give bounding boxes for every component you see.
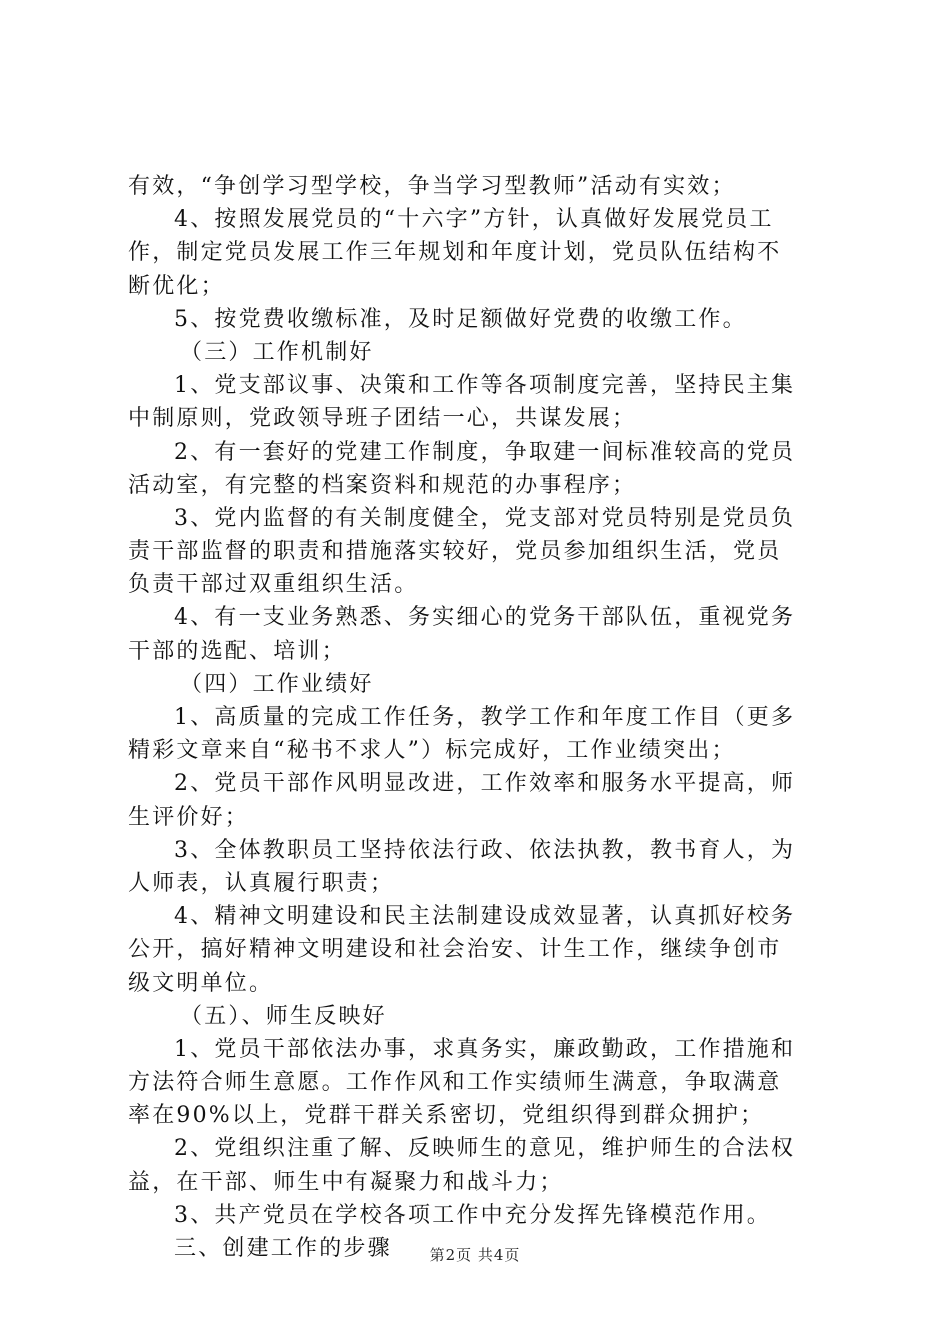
- text-line: 人师表，认真履行职责；: [128, 870, 395, 896]
- document-body: [128, 170, 828, 1265]
- text-line: 干部的选配、培训；: [128, 638, 346, 664]
- text-line: 3、党内监督的有关制度健全，党支部对党员特别是党员负: [174, 505, 796, 531]
- text-line: 有效，“争创学习型学校，争当学习型教师”活动有实效；: [128, 174, 736, 199]
- text-line: 活动室，有完整的档案资料和规范的办事程序；: [128, 472, 637, 498]
- text-line: （三）工作机制好: [180, 339, 374, 365]
- text-line: 负责干部过双重组织生活。: [128, 572, 419, 598]
- text-line: 级文明单位。: [128, 970, 274, 996]
- text-line: 4、有一支业务熟悉、务实细心的党务干部队伍，重视党务: [174, 605, 796, 631]
- text-line: 1、党支部议事、决策和工作等各项制度完善，坚持民主集: [174, 373, 796, 399]
- text-line: 5、按党费收缴标准，及时足额做好党费的收缴工作。: [174, 306, 747, 332]
- text-line: （五）、师生反映好: [180, 1003, 387, 1029]
- text-line: 4、精神文明建设和民主法制建设成效显著，认真抓好校务: [174, 904, 796, 930]
- text-line: 方法符合师生意愿。工作作风和工作实绩师生满意，争取满意: [128, 1070, 782, 1096]
- text-line: 1、党员干部依法办事，求真务实，廉政勤政，工作措施和: [174, 1036, 796, 1062]
- text-line: 益，在干部、师生中有凝聚力和战斗力；: [128, 1169, 564, 1195]
- text-line: 2、党员干部作风明显改进，工作效率和服务水平提高，师: [174, 771, 796, 797]
- page-number-footer: 第2页 共4页: [429, 1246, 521, 1264]
- text-line: 作，制定党员发展工作三年规划和年度计划，党员队伍结构不: [128, 240, 782, 266]
- text-line: 2、有一套好的党建工作制度，争取建一间标准较高的党员: [174, 439, 796, 465]
- text-line: 1、高质量的完成工作任务，教学工作和年度工作目（更多: [174, 705, 796, 730]
- text-line: （四）工作业绩好: [180, 671, 374, 697]
- text-line: 断优化；: [128, 273, 225, 299]
- text-line: 中制原则，党政领导班子团结一心，共谋发展；: [128, 406, 637, 432]
- text-line: 三、创建工作的步骤: [174, 1236, 392, 1261]
- text-line: 4、按照发展党员的“十六字”方针，认真做好发展党员工: [174, 207, 774, 233]
- text-line: 2、党组织注重了解、反映师生的意见，维护师生的合法权: [174, 1136, 796, 1162]
- text-line: 公开，搞好精神文明建设和社会治安、计生工作，继续争创市: [128, 937, 782, 963]
- text-line: 率在90%以上，党群干群关系密切，党组织得到群众拥护；: [128, 1103, 765, 1129]
- text-line: 责干部监督的职责和措施落实较好，党员参加组织生活，党员: [128, 539, 782, 565]
- text-line: 精彩文章来自“秘书不求人”）标完成好，工作业绩突出；: [128, 738, 736, 764]
- text-line: 生评价好；: [128, 804, 250, 830]
- text-line: 3、全体教职员工坚持依法行政、依法执教，教书育人，为: [174, 837, 796, 863]
- text-line: 3、共产党员在学校各项工作中充分发挥先锋模范作用。: [174, 1202, 771, 1228]
